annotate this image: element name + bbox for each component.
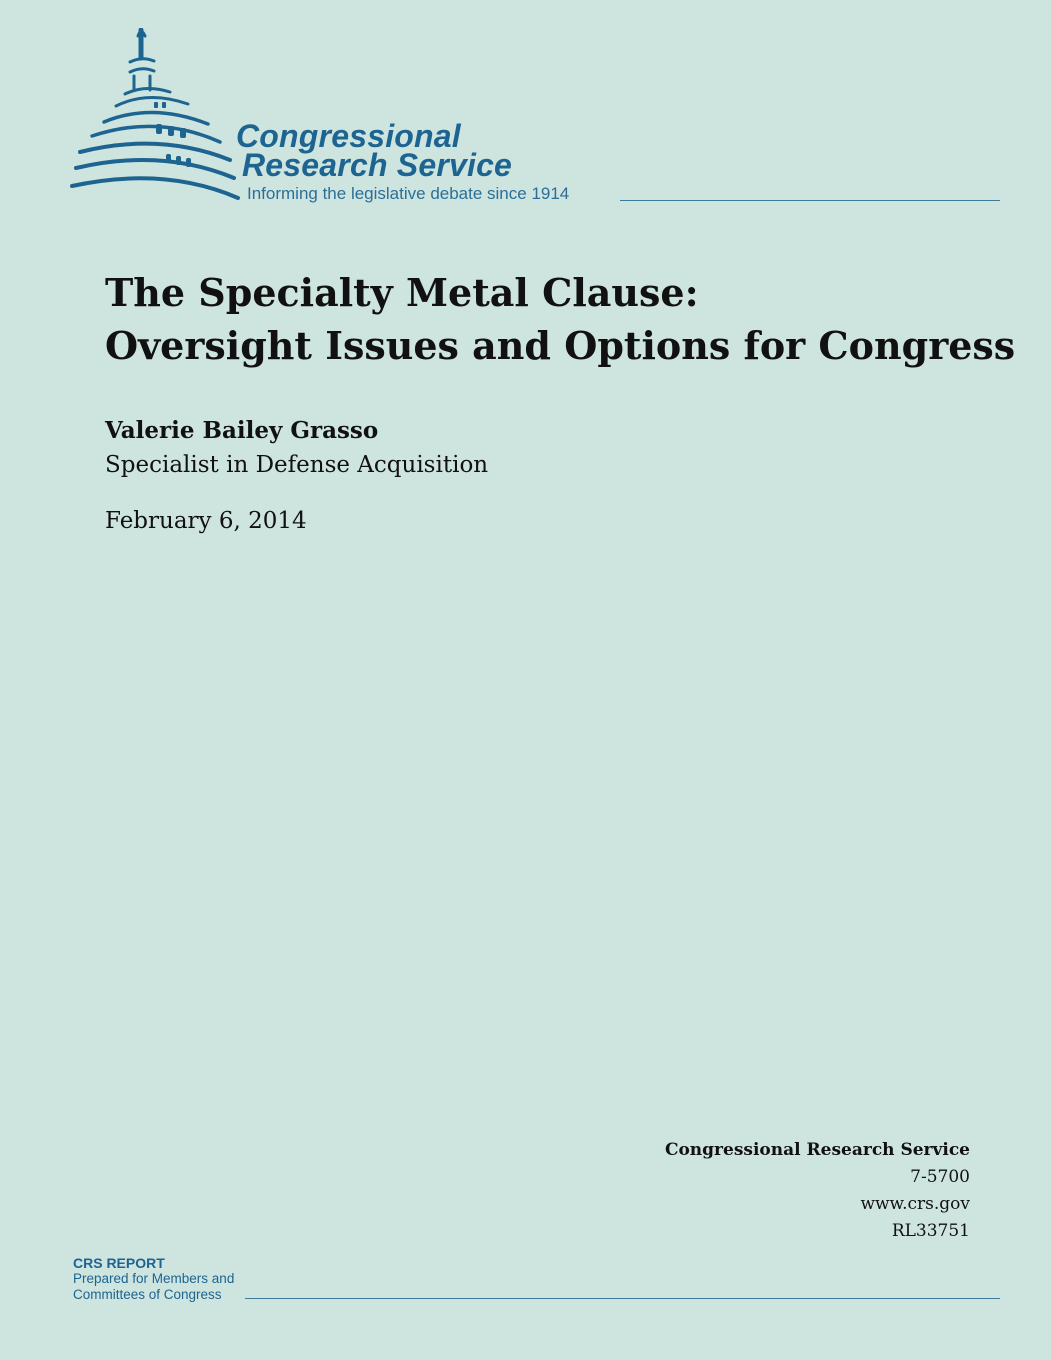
footer-info bbox=[665, 1137, 970, 1245]
capitol-dome-icon bbox=[70, 28, 250, 208]
footer-code: 7-5700 bbox=[910, 1167, 970, 1187]
report-title-line2: Oversight Issues and Options for Congress bbox=[105, 323, 1016, 368]
prepared-for-line2: Committees of Congress bbox=[73, 1287, 222, 1302]
author-role: Specialist in Defense Acquisition bbox=[105, 452, 489, 478]
report-date: February 6, 2014 bbox=[105, 508, 307, 534]
author-name: Valerie Bailey Grasso bbox=[105, 417, 379, 444]
report-title bbox=[105, 266, 1016, 372]
footer-divider bbox=[245, 1298, 1000, 1299]
prepared-for-line1: Prepared for Members and bbox=[73, 1271, 235, 1286]
crs-report-label: CRS REPORT bbox=[73, 1255, 165, 1271]
footer-report-number: RL33751 bbox=[891, 1221, 970, 1241]
brand-tagline: Informing the legislative debate since 1914 bbox=[247, 184, 570, 203]
footer-org: Congressional Research Service bbox=[664, 1140, 970, 1160]
header-divider bbox=[620, 200, 1000, 201]
report-title-line1: The Specialty Metal Clause: bbox=[105, 270, 699, 315]
brand-name-line2: Research Service bbox=[242, 147, 513, 183]
brand-name-line1: Congressional bbox=[236, 118, 461, 154]
crs-report-block bbox=[73, 1255, 234, 1303]
footer-website: www.crs.gov bbox=[860, 1194, 970, 1214]
